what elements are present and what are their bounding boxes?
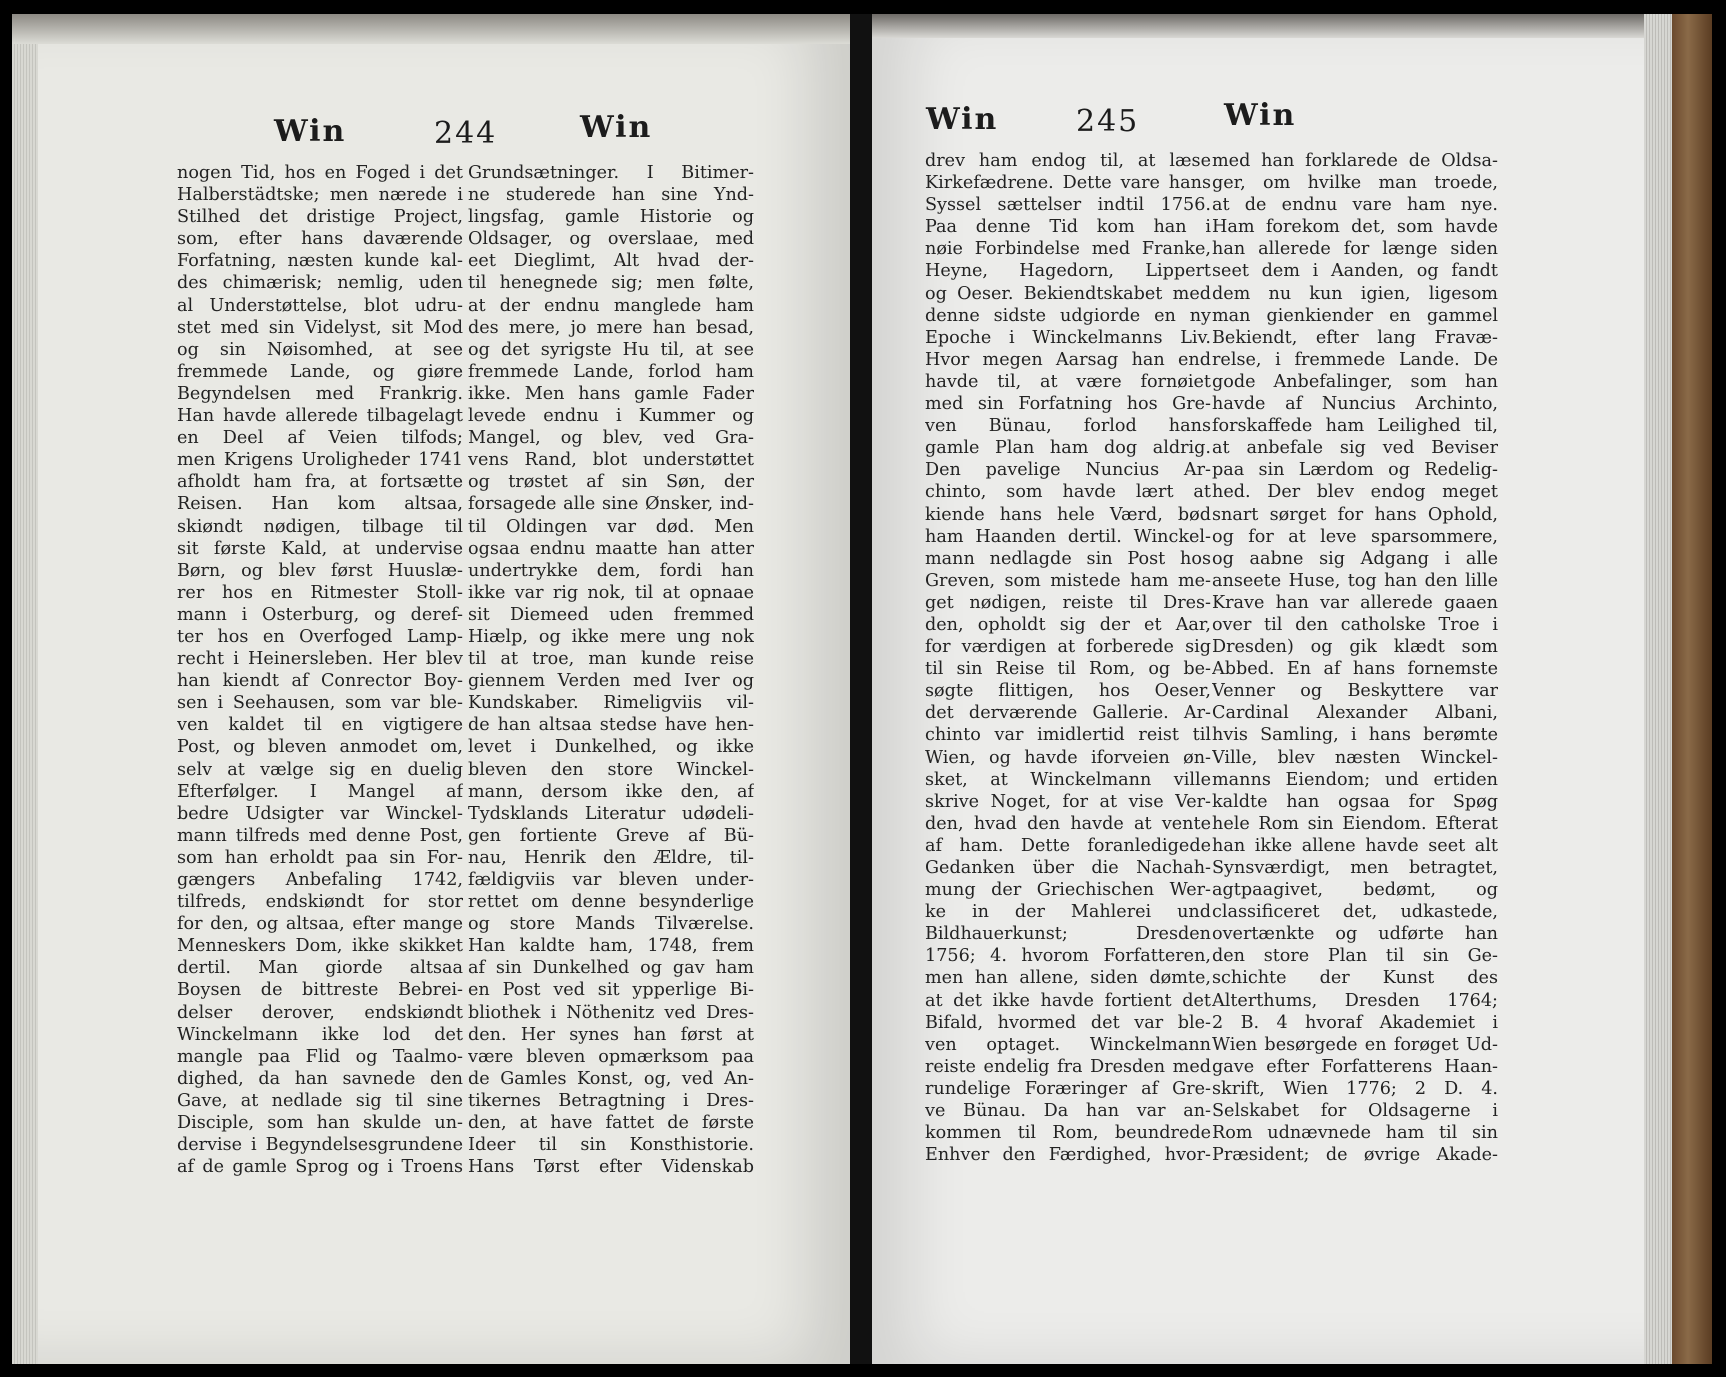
book-gutter bbox=[850, 14, 872, 1364]
right-running-head-left: Win bbox=[926, 102, 999, 137]
text-line: afholdt ham fra, at fortsætte bbox=[177, 472, 463, 493]
text-line: giennem Verden med Iver og bbox=[468, 671, 754, 692]
text-line: mann tilfreds med denne Post, bbox=[177, 825, 463, 846]
left-column-2 bbox=[468, 162, 754, 1178]
text-line: sit første Kald, at undervise bbox=[177, 538, 463, 559]
text-line: sit Diemeed uden fremmed bbox=[468, 604, 754, 625]
text-line: Paa denne Tid kom han i bbox=[925, 217, 1211, 238]
text-line: den, at have fattet de første bbox=[468, 1113, 754, 1134]
text-line: bliothek i Nöthenitz ved Dres- bbox=[468, 1002, 754, 1023]
text-line: Abbed. En af hans fornemste bbox=[1212, 659, 1498, 680]
right-page bbox=[872, 14, 1712, 1364]
text-line: Synsværdigt, men betragtet, bbox=[1212, 858, 1498, 878]
text-line: mangle paa Flid og Taalmo- bbox=[177, 1046, 463, 1067]
text-line: des chimærisk; nemlig, uden bbox=[177, 273, 463, 294]
text-line: ven kaldet til en vigtigere bbox=[177, 715, 463, 736]
text-line: relse, i fremmede Lande. De bbox=[1212, 349, 1498, 370]
text-line: dighed, da han savnede den bbox=[177, 1068, 463, 1089]
text-line: Kundskaber. Rimeligviis vil- bbox=[468, 693, 754, 714]
text-line: af ham. Dette foranledigede bbox=[925, 835, 1211, 856]
text-line: den. Her synes han først at bbox=[468, 1024, 754, 1045]
text-line: det derværende Gallerie. Ar- bbox=[925, 703, 1211, 724]
text-line: dervise i Begyndelsesgrundene bbox=[177, 1135, 463, 1156]
text-line: skrive Noget, for at vise Ver- bbox=[925, 791, 1211, 812]
text-line: Venner og Beskyttere var bbox=[1212, 681, 1498, 702]
text-line: ham Haanden dertil. Winckel- bbox=[925, 526, 1211, 547]
text-line: dem nu kun igien, ligesom bbox=[1212, 283, 1498, 304]
text-line: kaldte han ogsaa for Spøg bbox=[1212, 791, 1498, 812]
text-line: Krave han var allerede gaaen bbox=[1212, 592, 1498, 613]
text-line: agtpaagivet, bedømt, og bbox=[1212, 880, 1498, 901]
text-line: Reisen. Han kom altsaa, bbox=[177, 494, 463, 515]
text-line: Boysen de bittreste Bebrei- bbox=[177, 980, 463, 1001]
text-line: den, opholdt sig der et Aar, bbox=[925, 614, 1211, 635]
left-page bbox=[12, 14, 850, 1364]
text-line: Gedanken über die Nachah- bbox=[925, 858, 1211, 878]
text-line: Epoche i Winckelmanns Liv. bbox=[925, 327, 1211, 348]
text-line: Greven, som mistede ham me- bbox=[925, 570, 1211, 591]
text-line: Halberstädtske; men nærede i bbox=[177, 185, 463, 206]
text-line: levede endnu i Kummer og bbox=[468, 406, 754, 427]
text-line: stet med sin Videlyst, sit Mod bbox=[177, 317, 463, 338]
text-line: kiende hans hele Værd, bød bbox=[925, 504, 1211, 525]
text-line: get nødigen, reiste til Dres- bbox=[925, 592, 1211, 613]
text-line: forskaffede ham Leilighed til, bbox=[1212, 416, 1498, 437]
text-line: mann nedlagde sin Post hos bbox=[925, 548, 1211, 569]
text-line: Efterfølger. I Mangel af bbox=[177, 781, 463, 802]
right-page-number: 245 bbox=[1076, 104, 1140, 139]
text-line: Heyne, Hagedorn, Lippert bbox=[925, 261, 1211, 282]
text-line: Selskabet for Oldsagerne i bbox=[1212, 1101, 1498, 1122]
left-running-head-left: Win bbox=[274, 114, 347, 149]
text-line: tilfreds, endskiøndt for stor bbox=[177, 892, 463, 913]
left-page-number: 244 bbox=[434, 116, 498, 151]
text-line: Post, og bleven anmodet om, bbox=[177, 737, 463, 758]
text-line: ogsaa endnu maatte han atter bbox=[468, 538, 754, 559]
text-line: snart sørget for hans Ophold, bbox=[1212, 504, 1498, 525]
text-line: sen i Seehausen, som var ble- bbox=[177, 693, 463, 714]
text-line: overtænkte og udførte han bbox=[1212, 924, 1498, 945]
text-line: den store Plan til sin Ge- bbox=[1212, 946, 1498, 967]
text-line: manns Eiendom; und ertiden bbox=[1212, 769, 1498, 790]
text-line: fremmede Lande, forlod ham bbox=[468, 361, 754, 382]
text-line: og det syrigste Hu til, at see bbox=[468, 339, 754, 360]
text-line: Begyndelsen med Frankrig. bbox=[177, 383, 463, 404]
text-line: med han forklarede de Oldsa- bbox=[1212, 151, 1498, 171]
text-line: forsagede alle sine Ønsker, ind- bbox=[468, 494, 754, 515]
text-line: Bifald, hvormed det var ble- bbox=[925, 1012, 1211, 1033]
text-line: Menneskers Dom, ikke skikket bbox=[177, 936, 463, 957]
text-line: ke in der Mahlerei und bbox=[925, 902, 1211, 923]
right-page-top-shadow bbox=[872, 14, 1712, 38]
text-line: men han allene, siden dømte, bbox=[925, 968, 1211, 989]
text-line: sket, at Winckelmann ville bbox=[925, 769, 1211, 790]
text-line: gængers Anbefaling 1742, bbox=[177, 870, 463, 890]
text-line: Stilhed det dristige Project, bbox=[177, 207, 463, 228]
text-line: og for at leve sparsommere, bbox=[1212, 526, 1498, 547]
text-line: hvis Samling, i hans berømte bbox=[1212, 725, 1498, 746]
text-line: Ham forekom det, som havde bbox=[1212, 217, 1498, 238]
text-line: 1756; 4. hvorom Forfatteren, bbox=[925, 946, 1211, 967]
text-line: 2 B. 4 hvoraf Akademiet i bbox=[1212, 1012, 1498, 1033]
text-line: lingsfag, gamle Historie og bbox=[468, 207, 754, 228]
right-page-fore-edge bbox=[1644, 14, 1672, 1364]
text-line: og store Mands Tilværelse. bbox=[468, 914, 754, 935]
text-line: reiste endelig fra Dresden med bbox=[925, 1056, 1211, 1077]
text-line: til at troe, man kunde reise bbox=[468, 649, 754, 670]
text-line: Den pavelige Nuncius Ar- bbox=[925, 460, 1211, 481]
text-line: skrift, Wien 1776; 2 D. 4. bbox=[1212, 1078, 1498, 1099]
text-line: de han altsaa stedse have hen- bbox=[468, 715, 754, 736]
text-line: ne studerede han sine Ynd- bbox=[468, 185, 754, 206]
text-line: for den, og altsaa, efter mange bbox=[177, 914, 463, 935]
text-line: fremmede Lande, og giøre bbox=[177, 361, 463, 382]
text-line: rettet om denne besynderlige bbox=[468, 892, 754, 913]
text-line: for værdigen at forberede sig bbox=[925, 637, 1211, 658]
text-line: til sin Reise til Rom, og be- bbox=[925, 659, 1211, 680]
text-line: Alterthums, Dresden 1764; bbox=[1212, 990, 1498, 1011]
text-line: Han kaldte ham, 1748, frem bbox=[468, 936, 754, 957]
text-line: Hvor megen Aarsag han end bbox=[925, 349, 1211, 370]
text-line: og Oeser. Bekiendtskabet med bbox=[925, 283, 1211, 304]
text-line: chinto, som havde lært at bbox=[925, 482, 1211, 503]
text-line: Gave, at nedlade sig til sine bbox=[177, 1090, 463, 1111]
text-line: en Deel af Veien tilfods; bbox=[177, 428, 463, 449]
text-line: Cardinal Alexander Albani, bbox=[1212, 703, 1498, 724]
left-column-1 bbox=[177, 162, 463, 1178]
text-line: denne sidste udgiorde en ny bbox=[925, 305, 1211, 326]
text-line: Hans Tørst efter Videnskab bbox=[468, 1157, 754, 1178]
text-line: al Understøttelse, blot udru- bbox=[177, 295, 463, 316]
text-line: Disciple, som han skulde un- bbox=[177, 1113, 463, 1134]
text-line: man gienkiender en gammel bbox=[1212, 305, 1498, 326]
text-line: af de gamle Sprog og i Troens bbox=[177, 1157, 463, 1178]
text-line: hed. Der blev endog meget bbox=[1212, 482, 1498, 503]
text-line: havde af Nuncius Archinto, bbox=[1212, 394, 1498, 415]
text-line: gen fortiente Greve af Bü- bbox=[468, 825, 754, 846]
text-line: Han havde allerede tilbagelagt bbox=[177, 406, 463, 427]
text-line: eet Dieglimt, Alt hvad der- bbox=[468, 251, 754, 272]
text-line: undertrykke dem, fordi han bbox=[468, 560, 754, 581]
text-line: bedre Udsigter var Winckel- bbox=[177, 803, 463, 824]
book-cover-edge bbox=[1672, 14, 1712, 1364]
text-line: Kirkefædrene. Dette vare hans bbox=[925, 173, 1211, 194]
text-line: Tydsklands Literatur udødeli- bbox=[468, 803, 754, 824]
text-line: Enhver den Færdighed, hvor- bbox=[925, 1145, 1211, 1166]
text-line: delser derover, endskiøndt bbox=[177, 1002, 463, 1023]
text-line: levet i Dunkelhed, og ikke bbox=[468, 737, 754, 758]
text-line: ikke. Men hans gamle Fader bbox=[468, 383, 754, 404]
text-line: tikernes Betragtning i Dres- bbox=[468, 1090, 754, 1111]
text-line: anseete Huse, tog han den lille bbox=[1212, 570, 1498, 591]
text-line: hele Rom sin Eiendom. Efterat bbox=[1212, 813, 1498, 834]
text-line: Wien, og havde iforveien øn- bbox=[925, 747, 1211, 768]
text-line: med sin Forfatning hos Gre- bbox=[925, 394, 1211, 415]
text-line: og aabne sig Adgang i alle bbox=[1212, 548, 1498, 569]
text-line: Forfatning, næsten kunde kal- bbox=[177, 251, 463, 272]
text-line: til henegnede sig; men følte, bbox=[468, 273, 754, 294]
text-line: drev ham endog til, at læse bbox=[925, 151, 1211, 171]
text-line: des mere, jo mere han besad, bbox=[468, 317, 754, 338]
right-column-2 bbox=[1212, 150, 1498, 1166]
text-line: ve Bünau. Da han var an- bbox=[925, 1101, 1211, 1122]
text-line: ger, om hvilke man troede, bbox=[1212, 173, 1498, 194]
right-column-1 bbox=[925, 150, 1211, 1166]
text-line: recht i Heinersleben. Her blev bbox=[177, 649, 463, 670]
text-line: Ville, blev næsten Winckel- bbox=[1212, 747, 1498, 768]
text-line: de Gamles Konst, og, ved An- bbox=[468, 1068, 754, 1089]
text-line: og sin Nøisomhed, at see bbox=[177, 339, 463, 360]
text-line: schichte der Kunst des bbox=[1212, 968, 1498, 989]
text-line: ter hos en Overfoged Lamp- bbox=[177, 626, 463, 647]
text-line: som, efter hans daværende bbox=[177, 229, 463, 250]
text-line: nøie Forbindelse med Franke, bbox=[925, 239, 1211, 260]
text-line: gode Anbefalinger, som han bbox=[1212, 371, 1498, 392]
text-line: Wien besørgede en forøget Ud- bbox=[1212, 1034, 1498, 1055]
text-line: søgte flittigen, hos Oeser, bbox=[925, 681, 1211, 702]
text-line: classificeret det, udkastede, bbox=[1212, 902, 1498, 923]
text-line: over til den catholske Troe i bbox=[1212, 614, 1498, 635]
text-line: chinto var imidlertid reist til bbox=[925, 725, 1211, 746]
text-line: mung der Griechischen Wer- bbox=[925, 880, 1211, 901]
left-page-fore-edge bbox=[12, 44, 38, 1364]
text-line: ven Bünau, forlod hans bbox=[925, 416, 1211, 437]
text-line: men Krigens Uroligheder 1741 bbox=[177, 450, 463, 471]
text-line: at der endnu manglede ham bbox=[468, 295, 754, 316]
text-line: Hiælp, og ikke mere ung nok bbox=[468, 626, 754, 647]
text-line: Bildhauerkunst; Dresden bbox=[925, 924, 1211, 945]
text-line: skiøndt nødigen, tilbage til bbox=[177, 516, 463, 537]
text-line: mann i Osterburg, og deref- bbox=[177, 604, 463, 625]
right-running-head-right: Win bbox=[1224, 98, 1297, 133]
text-line: til Oldingen var død. Men bbox=[468, 516, 754, 537]
text-line: selv at vælge sig en duelig bbox=[177, 759, 463, 780]
text-line: kommen til Rom, beundrede bbox=[925, 1123, 1211, 1144]
text-line: Ideer til sin Konsthistorie. bbox=[468, 1135, 754, 1156]
text-line: af sin Dunkelhed og gav ham bbox=[468, 958, 754, 979]
text-line: dertil. Man giorde altsaa bbox=[177, 958, 463, 979]
text-line: Præsident; de øvrige Akade- bbox=[1212, 1145, 1498, 1166]
text-line: vens Rand, blot understøttet bbox=[468, 450, 754, 471]
text-line: Oldsager, og overslaae, med bbox=[468, 229, 754, 250]
text-line: en Post ved sit ypperlige Bi- bbox=[468, 980, 754, 1001]
text-line: den, hvad den havde at vente bbox=[925, 813, 1211, 834]
text-line: seet dem i Aanden, og fandt bbox=[1212, 261, 1498, 282]
text-line: Winckelmann ikke lod det bbox=[177, 1024, 463, 1045]
text-line: Grundsætninger. I Bitimer- bbox=[468, 163, 754, 183]
text-line: nau, Henrik den Ældre, til- bbox=[468, 847, 754, 868]
text-line: paa sin Lærdom og Redelig- bbox=[1212, 460, 1498, 481]
text-line: Mangel, og blev, ved Gra- bbox=[468, 428, 754, 449]
text-line: fældigviis var bleven under- bbox=[468, 870, 754, 890]
text-line: han ikke allene havde seet alt bbox=[1212, 835, 1498, 856]
text-line: han kiendt af Conrector Boy- bbox=[177, 671, 463, 692]
left-running-head-right: Win bbox=[580, 110, 653, 145]
text-line: bleven den store Winckel- bbox=[468, 759, 754, 780]
text-line: nogen Tid, hos en Foged i det bbox=[177, 163, 463, 183]
text-line: mann, dersom ikke den, af bbox=[468, 781, 754, 802]
text-line: at de endnu vare ham nye. bbox=[1212, 195, 1498, 216]
text-line: gamle Plan ham dog aldrig. bbox=[925, 438, 1211, 459]
text-line: han allerede for længe siden bbox=[1212, 239, 1498, 260]
text-line: Bekiendt, efter lang Fravæ- bbox=[1212, 327, 1498, 348]
text-line: havde til, at være fornøiet bbox=[925, 371, 1211, 392]
text-line: gave efter Forfatterens Haan- bbox=[1212, 1056, 1498, 1077]
text-line: rundelige Foræringer af Gre- bbox=[925, 1078, 1211, 1099]
text-line: som han erholdt paa sin For- bbox=[177, 847, 463, 868]
left-page-top-shadow bbox=[12, 14, 850, 44]
text-line: at det ikke havde fortient det bbox=[925, 990, 1211, 1011]
text-line: Rom udnævnede ham til sin bbox=[1212, 1123, 1498, 1144]
text-line: ikke var rig nok, til at opnaae bbox=[468, 582, 754, 603]
text-line: være bleven opmærksom paa bbox=[468, 1046, 754, 1067]
text-line: ven optaget. Winckelmann bbox=[925, 1034, 1211, 1055]
text-line: og trøstet af sin Søn, der bbox=[468, 472, 754, 493]
text-line: Syssel sættelser indtil 1756. bbox=[925, 195, 1211, 216]
text-line: at anbefale sig ved Beviser bbox=[1212, 438, 1498, 459]
text-line: Dresden) og gik klædt som bbox=[1212, 637, 1498, 658]
text-line: rer hos en Ritmester Stoll- bbox=[177, 582, 463, 603]
text-line: Børn, og blev først Huuslæ- bbox=[177, 560, 463, 581]
